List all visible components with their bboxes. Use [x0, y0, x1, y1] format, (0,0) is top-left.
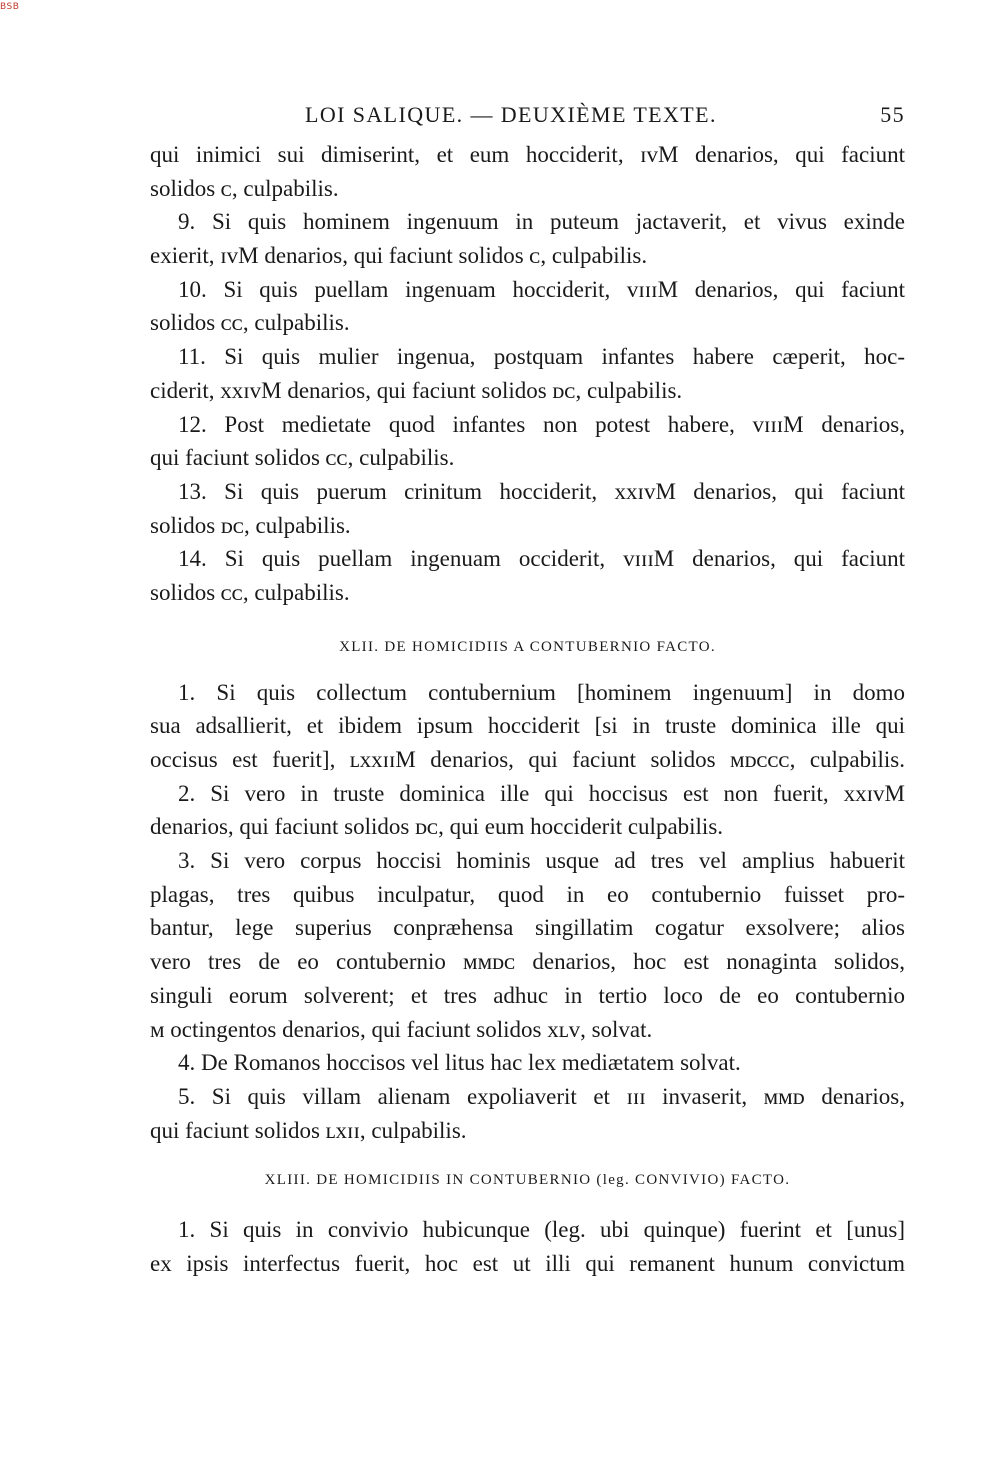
text-line: qui inimici sui dimiserint, et eum hocciderit, ɪᴠM denarios, qui faciunt	[150, 142, 905, 167]
running-title: LOI SALIQUE. — DEUXIÈME TEXTE.	[305, 102, 717, 127]
text-block-3	[150, 1213, 905, 1280]
text-line: solidos ᴅᴄ, culpabilis.	[150, 512, 351, 538]
page-number: 55	[880, 102, 905, 127]
text-line: solidos ᴄᴄ, culpabilis.	[150, 579, 350, 605]
text-line: sua adsallierit, et ibidem ipsum hocciderit [si in truste dominica ille qui	[150, 713, 905, 739]
text-line: 4. De Romanos hoccisos vel litus hac lex mediætatem solvat.	[178, 1050, 741, 1076]
text-line: exierit, ɪᴠM denarios, qui faciunt solidos ᴄ, culpabilis.	[150, 243, 648, 269]
text-line: vero tres de eo contubernio ᴍᴍᴅᴄ denarios, hoc est nonaginta solidos,	[150, 949, 905, 975]
text-line: 12. Post medietate quod infantes non potest habere, ᴠɪɪɪM denarios,	[178, 411, 905, 437]
text-line: occisus est fuerit], ʟxxɪɪM denarios, qui faciunt solidos ᴍᴅᴄᴄᴄ, culpabilis.	[150, 747, 905, 772]
text-line: plagas, tres quibus inculpatur, quod in eo contubernio fuisset pro-	[150, 881, 905, 907]
text-line: denarios, qui faciunt solidos ᴅᴄ, qui eum hocciderit culpabilis.	[150, 814, 724, 840]
text-line: 1. Si quis collectum contubernium [hominem ingenuum] in domo	[178, 679, 905, 705]
text-line: 11. Si quis mulier ingenua, postquam infantes habere cæperit, hoc-	[178, 344, 905, 370]
text-line: 5. Si quis villam alienam expoliaverit et ɪɪɪ invaserit, ᴍᴍᴅ denarios,	[178, 1083, 905, 1109]
running-header	[150, 98, 905, 138]
text-line: 9. Si quis hominem ingenuum in puteum jactaverit, et vivus exinde	[178, 209, 905, 235]
section-heading-xliii: XLIII. DE HOMICIDIIS IN CONTUBERNIO (leg. CONVIVIO) FACTO.	[264, 1172, 791, 1189]
text-line: solidos ᴄ, culpabilis.	[150, 175, 339, 201]
text-line: ciderit, xxɪᴠM denarios, qui faciunt solidos ᴅᴄ, culpabilis.	[150, 377, 683, 403]
text-line: ᴍ octingentos denarios, qui faciunt solidos xʟᴠ, solvat.	[150, 1016, 653, 1042]
text-line: 10. Si quis puellam ingenuam hocciderit, ᴠɪɪɪM denarios, qui faciunt	[178, 276, 905, 302]
text-line: 13. Si quis puerum crinitum hocciderit, xxɪᴠM denarios, qui faciunt	[178, 478, 905, 504]
text-line: solidos ᴄᴄ, culpabilis.	[150, 310, 350, 336]
text-line: singuli eorum solverent; et tres adhuc in tertio loco de eo contubernio	[150, 982, 905, 1008]
text-line: 3. Si vero corpus hoccisi hominis usque ad tres vel amplius habuerit	[178, 848, 905, 874]
book-page	[150, 98, 905, 1281]
text-line: bantur, lege superius conpræhensa singillatim cogatur exsolvere; alios	[150, 915, 905, 941]
library-stamp: BSB	[0, 2, 20, 12]
text-line: 2. Si vero in truste dominica ille qui hoccisus est non fuerit, xxɪᴠM	[178, 780, 905, 806]
text-block-1	[150, 138, 905, 610]
section-heading-xlii: XLII. DE HOMICIDIIS A CONTUBERNIO FACTO.	[339, 638, 716, 655]
text-line: qui faciunt solidos ʟxɪɪ, culpabilis.	[150, 1117, 467, 1143]
text-line: ex ipsis interfectus fuerit, hoc est ut illi qui remanent hunum convictum	[150, 1250, 905, 1276]
text-block-2	[150, 676, 905, 1148]
text-line: 1. Si quis in convivio hubicunque (leg. ubi quinque) fuerint et [unus]	[178, 1217, 905, 1243]
text-line: 14. Si quis puellam ingenuam occiderit, ᴠɪɪɪM denarios, qui faciunt	[178, 546, 905, 572]
text-line: qui faciunt solidos ᴄᴄ, culpabilis.	[150, 445, 455, 471]
